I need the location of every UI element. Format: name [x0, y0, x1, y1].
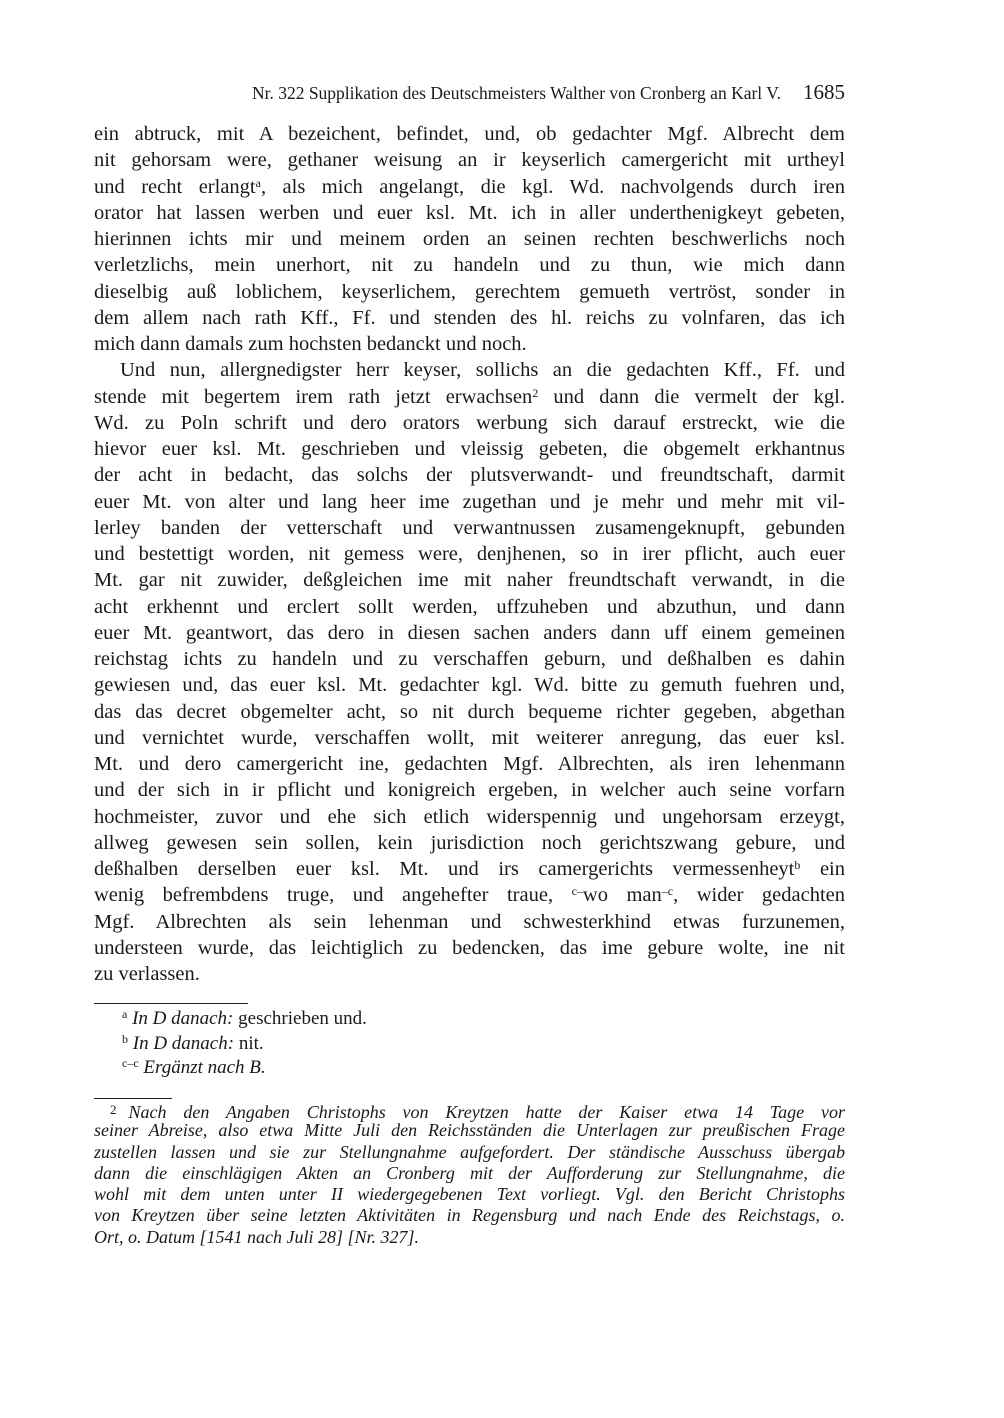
footnote-divider: [94, 1003, 248, 1004]
footnote-line: [94, 1142, 845, 1163]
text-notes: [94, 1007, 845, 1081]
text-line: [94, 174, 845, 200]
footnote-number: 2: [110, 1102, 117, 1117]
text-line: [94, 804, 845, 830]
footnote-marker: 2: [532, 385, 539, 400]
text-segment: Wd. zu Poln schrift und dero orators werbung sich darauf erstreckt, wie die: [94, 411, 845, 434]
footnote-line: [94, 1163, 845, 1184]
text-segment: orator hat lassen werben und euer ksl. Mt. ich in aller underthenigkeyt gebeten,: [94, 201, 845, 224]
text-segment: hochmeister, zuvor und ehe sich etlich widerspennig und ungehorsam erzeygt,: [94, 805, 845, 828]
footnote-line: [94, 1205, 845, 1226]
text-segment: hievor euer ksl. Mt. geschrieben und vleissig gebeten, die obgemelt erkhantnus: [94, 438, 845, 460]
text-line: [94, 699, 845, 725]
text-segment: dem allem nach rath Kff., Ff. und stenden des hl. reichs zu volnfaren, das ich: [94, 306, 845, 329]
header-title: Nr. 322 Supplikation des Deutschmeisters Walther von Cronberg an Karl V.: [251, 83, 781, 103]
footnote-marker: b: [794, 858, 801, 872]
text-line: [94, 567, 845, 593]
text-segment: reichstag ichts zu handeln und zu verschaffen geburn, und deßhalben es dahin: [94, 648, 845, 670]
footnote-line: [94, 1227, 845, 1248]
text-segment: dieselbig auß loblichem, keyserlichem, gerechtem gemueth vertröst, sonder in: [94, 280, 845, 303]
text-note: [94, 1007, 845, 1032]
text-segment: und recht erlangt: [94, 175, 256, 198]
text-line: [94, 252, 845, 278]
note-label: In D danach:: [132, 1008, 234, 1029]
page-number: 1685: [803, 80, 845, 104]
text-line: [94, 226, 845, 252]
text-segment: mich dann damals zum hochsten bedanckt und noch.: [94, 333, 527, 355]
text-segment: , wider gedachten: [673, 884, 845, 907]
text-line: [94, 620, 845, 646]
text-segment: understeen wurde, das leichtiglich zu bedencken, das ime gebure wolte, ine nit: [94, 936, 845, 959]
text-line: [94, 856, 845, 882]
text-segment: deßhalben derselben euer ksl. Mt. und irs camergerichts vermessenheyt: [94, 858, 795, 880]
text-segment: ein abtruck, mit A bezeichent, befindet, und, ob gedachter Mgf. Albrecht dem: [94, 123, 845, 145]
text-segment: ein: [800, 858, 846, 880]
text-note: [94, 1056, 845, 1081]
note-marker: c–c: [122, 1056, 139, 1070]
text-segment: wenig befrembdens truge, und angehefter traue,: [94, 884, 572, 907]
footnote-line: [94, 1184, 845, 1205]
text-line: [94, 935, 845, 961]
text-segment: gewiesen und, das euer ksl. Mt. gedachter kgl. Wd. bitte zu gemuth fuehren und,: [94, 674, 845, 697]
text-line: [94, 541, 845, 567]
text-segment: und vernichtet wurde, verschaffen wollt, mit weiterer anregung, das euer ksl.: [94, 726, 845, 749]
text-line: [94, 200, 845, 226]
text-line: [94, 462, 845, 488]
text-line: [94, 410, 845, 436]
text-line: [94, 751, 845, 777]
footnote-marker: –c: [661, 884, 674, 899]
footnote-2: [94, 1099, 845, 1248]
text-segment: Mt. gar nit zuwider, deßgleichen ime mit naher freundtschaft verwandt, in die: [94, 569, 845, 592]
text-line: [94, 489, 845, 515]
main-text: [94, 121, 845, 987]
text-line: [94, 594, 845, 620]
text-segment: allweg gewesen sein sollen, kein jurisdiction noch gerichtszwang gebure, und: [94, 831, 845, 854]
footnote-text: von Kreytzen über seine letzten Aktivitäten in Regensburg und nach Ende des Reichstags, o.: [94, 1205, 845, 1226]
running-header: [94, 80, 845, 105]
note-marker: b: [122, 1031, 128, 1046]
footnote-text: zustellen lassen und sie zur Stellungnahme aufgefordert. Der ständische Ausschuss übergab: [94, 1141, 845, 1162]
note-text: geschrieben und.: [233, 1008, 367, 1029]
text-line: [94, 436, 845, 462]
text-segment: Mt. und dero camergericht ine, gedachten Mgf. Albrechten, als iren lehenmann: [94, 753, 845, 775]
text-segment: wo man: [582, 884, 662, 907]
note-label: In D danach:: [132, 1032, 235, 1054]
text-line: [94, 830, 845, 856]
text-segment: Mgf. Albrechten als sein lehenman und schwesterkhind etwas furzunemen,: [94, 910, 845, 933]
text-segment: das das decret obgemelter acht, so nit durch bequeme richter gegeben, abgethan: [94, 700, 845, 723]
text-line: [94, 777, 845, 803]
text-line: [94, 121, 845, 147]
text-line: [94, 882, 845, 908]
text-segment: , als mich angelangt, die kgl. Wd. nachvolgends durch iren: [260, 175, 845, 198]
text-line: [94, 725, 845, 751]
text-segment: nit gehorsam were, gethaner weisung an ir keyserlich camergericht mit urtheyl: [94, 149, 845, 172]
text-segment: der acht in bedacht, das solchs der plutsverwandt- und freundtschaft, darmit: [94, 464, 845, 487]
footnote-text: Ort, o. Datum [1541 nach Juli 28] [Nr. 327].: [94, 1226, 420, 1247]
note-text: nit.: [234, 1032, 264, 1054]
footnote-line: [94, 1120, 845, 1141]
text-segment: verletzlichs, mein unerhort, nit zu handeln und zu thun, wie mich dann: [94, 254, 845, 277]
text-line: [94, 515, 845, 541]
text-segment: und bestettigt worden, nit gemess were, denjhenen, so in irer pflicht, auch euer: [94, 543, 845, 565]
text-line: [94, 672, 845, 698]
text-note: [94, 1032, 845, 1057]
text-line: [94, 147, 845, 173]
text-segment: stende mit begertem irem rath jetzt erwachsen: [94, 385, 533, 408]
note-marker: a: [122, 1007, 128, 1021]
footnote-text: dann die einschlägigen Akten an Cronberg mit der Aufforderung zur Stellungnahme, die: [94, 1162, 845, 1183]
footnote-marker: a: [255, 175, 261, 190]
text-line: [94, 909, 845, 935]
text-segment: acht erkhennt und erclert sollt werden, uffzuheben und abzuthun, und dann: [94, 595, 845, 618]
text-segment: lerley banden der vetterschaft und verwantnussen zusamengeknupft, gebunden: [94, 516, 845, 539]
text-line: [94, 357, 845, 383]
footnote-marker: c–: [571, 884, 583, 899]
text-line: [94, 646, 845, 672]
footnote-text: seiner Abreise, also etwa Mitte Juli den Reichsständen die Unterlagen zur preußischen Frage: [94, 1120, 845, 1141]
footnote-text: Nach den Angaben Christophs von Kreytzen hatte der Kaiser etwa 14 Tage vor: [128, 1102, 845, 1122]
text-line: [94, 331, 845, 357]
text-segment: euer Mt. geantwort, das dero in diesen sachen anders dann uff einem gemeinen: [94, 621, 845, 644]
text-segment: Und nun, allergnedigster herr keyser, sollichs an die gedachten Kff., Ff. und: [120, 359, 845, 382]
text-line: [94, 305, 845, 331]
text-segment: zu verlassen.: [94, 963, 200, 985]
text-segment: euer Mt. von alter und lang heer ime zugethan und je mehr und mehr mit vil-: [94, 490, 845, 513]
footnote-text: wohl mit dem unten unter II wiedergegebenen Text vorliegt. Vgl. den Bericht Christophs: [94, 1184, 845, 1205]
text-segment: und dann die vermelt der kgl.: [538, 385, 845, 408]
text-line: [94, 279, 845, 305]
note-label: Ergänzt nach B.: [143, 1057, 266, 1078]
text-segment: hierinnen ichts mir und meinem orden an seinen rechten beschwerlichs noch: [94, 228, 845, 250]
text-line: [94, 384, 845, 410]
text-segment: und der sich in ir pflicht und konigreich ergeben, in welcher auch seine vorfarn: [94, 779, 845, 802]
footnote-line: [94, 1099, 845, 1120]
text-line: [94, 961, 845, 987]
